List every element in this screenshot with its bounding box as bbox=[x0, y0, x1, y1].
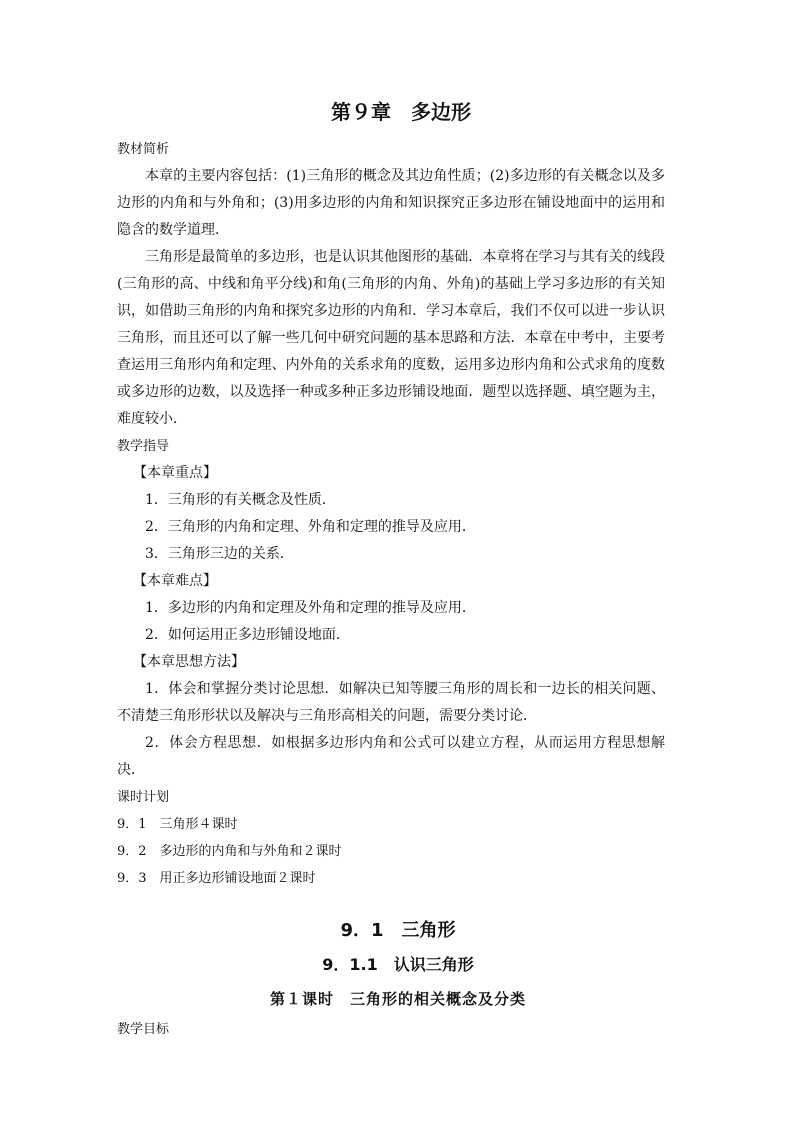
subsection-title: 9．1.1 认识三角形 bbox=[322, 955, 474, 974]
section-title: 9．1 三角形 bbox=[340, 920, 456, 941]
chapter-title: 第９章 多边形 bbox=[331, 100, 471, 124]
key-points-heading: 【本章重点】 bbox=[133, 465, 217, 481]
difficulty-item: 2．如何运用正多边形铺设地面． bbox=[145, 627, 350, 643]
schedule-item: 9．1 三角形４课时 bbox=[117, 817, 238, 832]
key-point-item: 1．三角形的有关概念及性质． bbox=[145, 492, 336, 508]
lesson-title: 第１课时 三角形的相关概念及分类 bbox=[269, 990, 526, 1008]
key-point-item: 3．三角形三边的关系． bbox=[145, 546, 294, 562]
analysis-paragraph-2: 三角形是最简单的多边形，也是认识其他图形的基础．本章将在学习与其有关的线段(三角形的高、中线和角平分线)和角(三角形的内角、外角)的基础上学习多边形的有关知识，如借助三角形的内角和探究多边形的内角和．学习本章后，我们不仅可以进一步认识三角形，而且还可以了解一些几何中研究问题的基本思路和方法．本章在中考中，主要考查运用三角形内角和定理、内外角的关系求角的度数，运用多边形内角和公式求角的度数或多边形的边数，以及选择一种或多种正多边形铺设地面．题型以选择题、填空题为主，难度较小． bbox=[117, 249, 665, 427]
method-item: 1．体会和掌握分类讨论思想．如解决已知等腰三角形的周长和一边长的相关问题、不清楚三角形形状以及解决与三角形高相关的问题，需要分类讨论． bbox=[117, 681, 665, 724]
schedule-heading: 课时计划 bbox=[117, 790, 170, 805]
key-point-item: 2．三角形的内角和定理、外角和定理的推导及应用． bbox=[145, 519, 476, 535]
schedule-item: 9．2 多边形的内角和与外角和２课时 bbox=[117, 844, 342, 859]
schedule-item: 9．3 用正多边形铺设地面２课时 bbox=[117, 871, 316, 886]
analysis-paragraph-1: 本章的主要内容包括：(1)三角形的概念及其边角性质；(2)多边形的有关概念以及多边形的内角和与外角和；(3)用多边形的内角和知识探究正多边形在铺设地面中的运用和隐含的数学道理． bbox=[117, 168, 665, 238]
method-item: 2．体会方程思想．如根据多边形内角和公式可以建立方程，从而运用方程思想解决． bbox=[117, 735, 665, 778]
methods-heading: 【本章思想方法】 bbox=[133, 654, 245, 670]
analysis-heading: 教材简析 bbox=[117, 142, 170, 157]
guidance-heading: 教学指导 bbox=[117, 439, 170, 454]
difficulties-heading: 【本章难点】 bbox=[133, 573, 217, 589]
difficulty-item: 1．多边形的内角和定理及外角和定理的推导及应用． bbox=[145, 600, 476, 616]
document-page bbox=[117, 92, 665, 1043]
objectives-heading: 教学目标 bbox=[117, 1022, 170, 1037]
